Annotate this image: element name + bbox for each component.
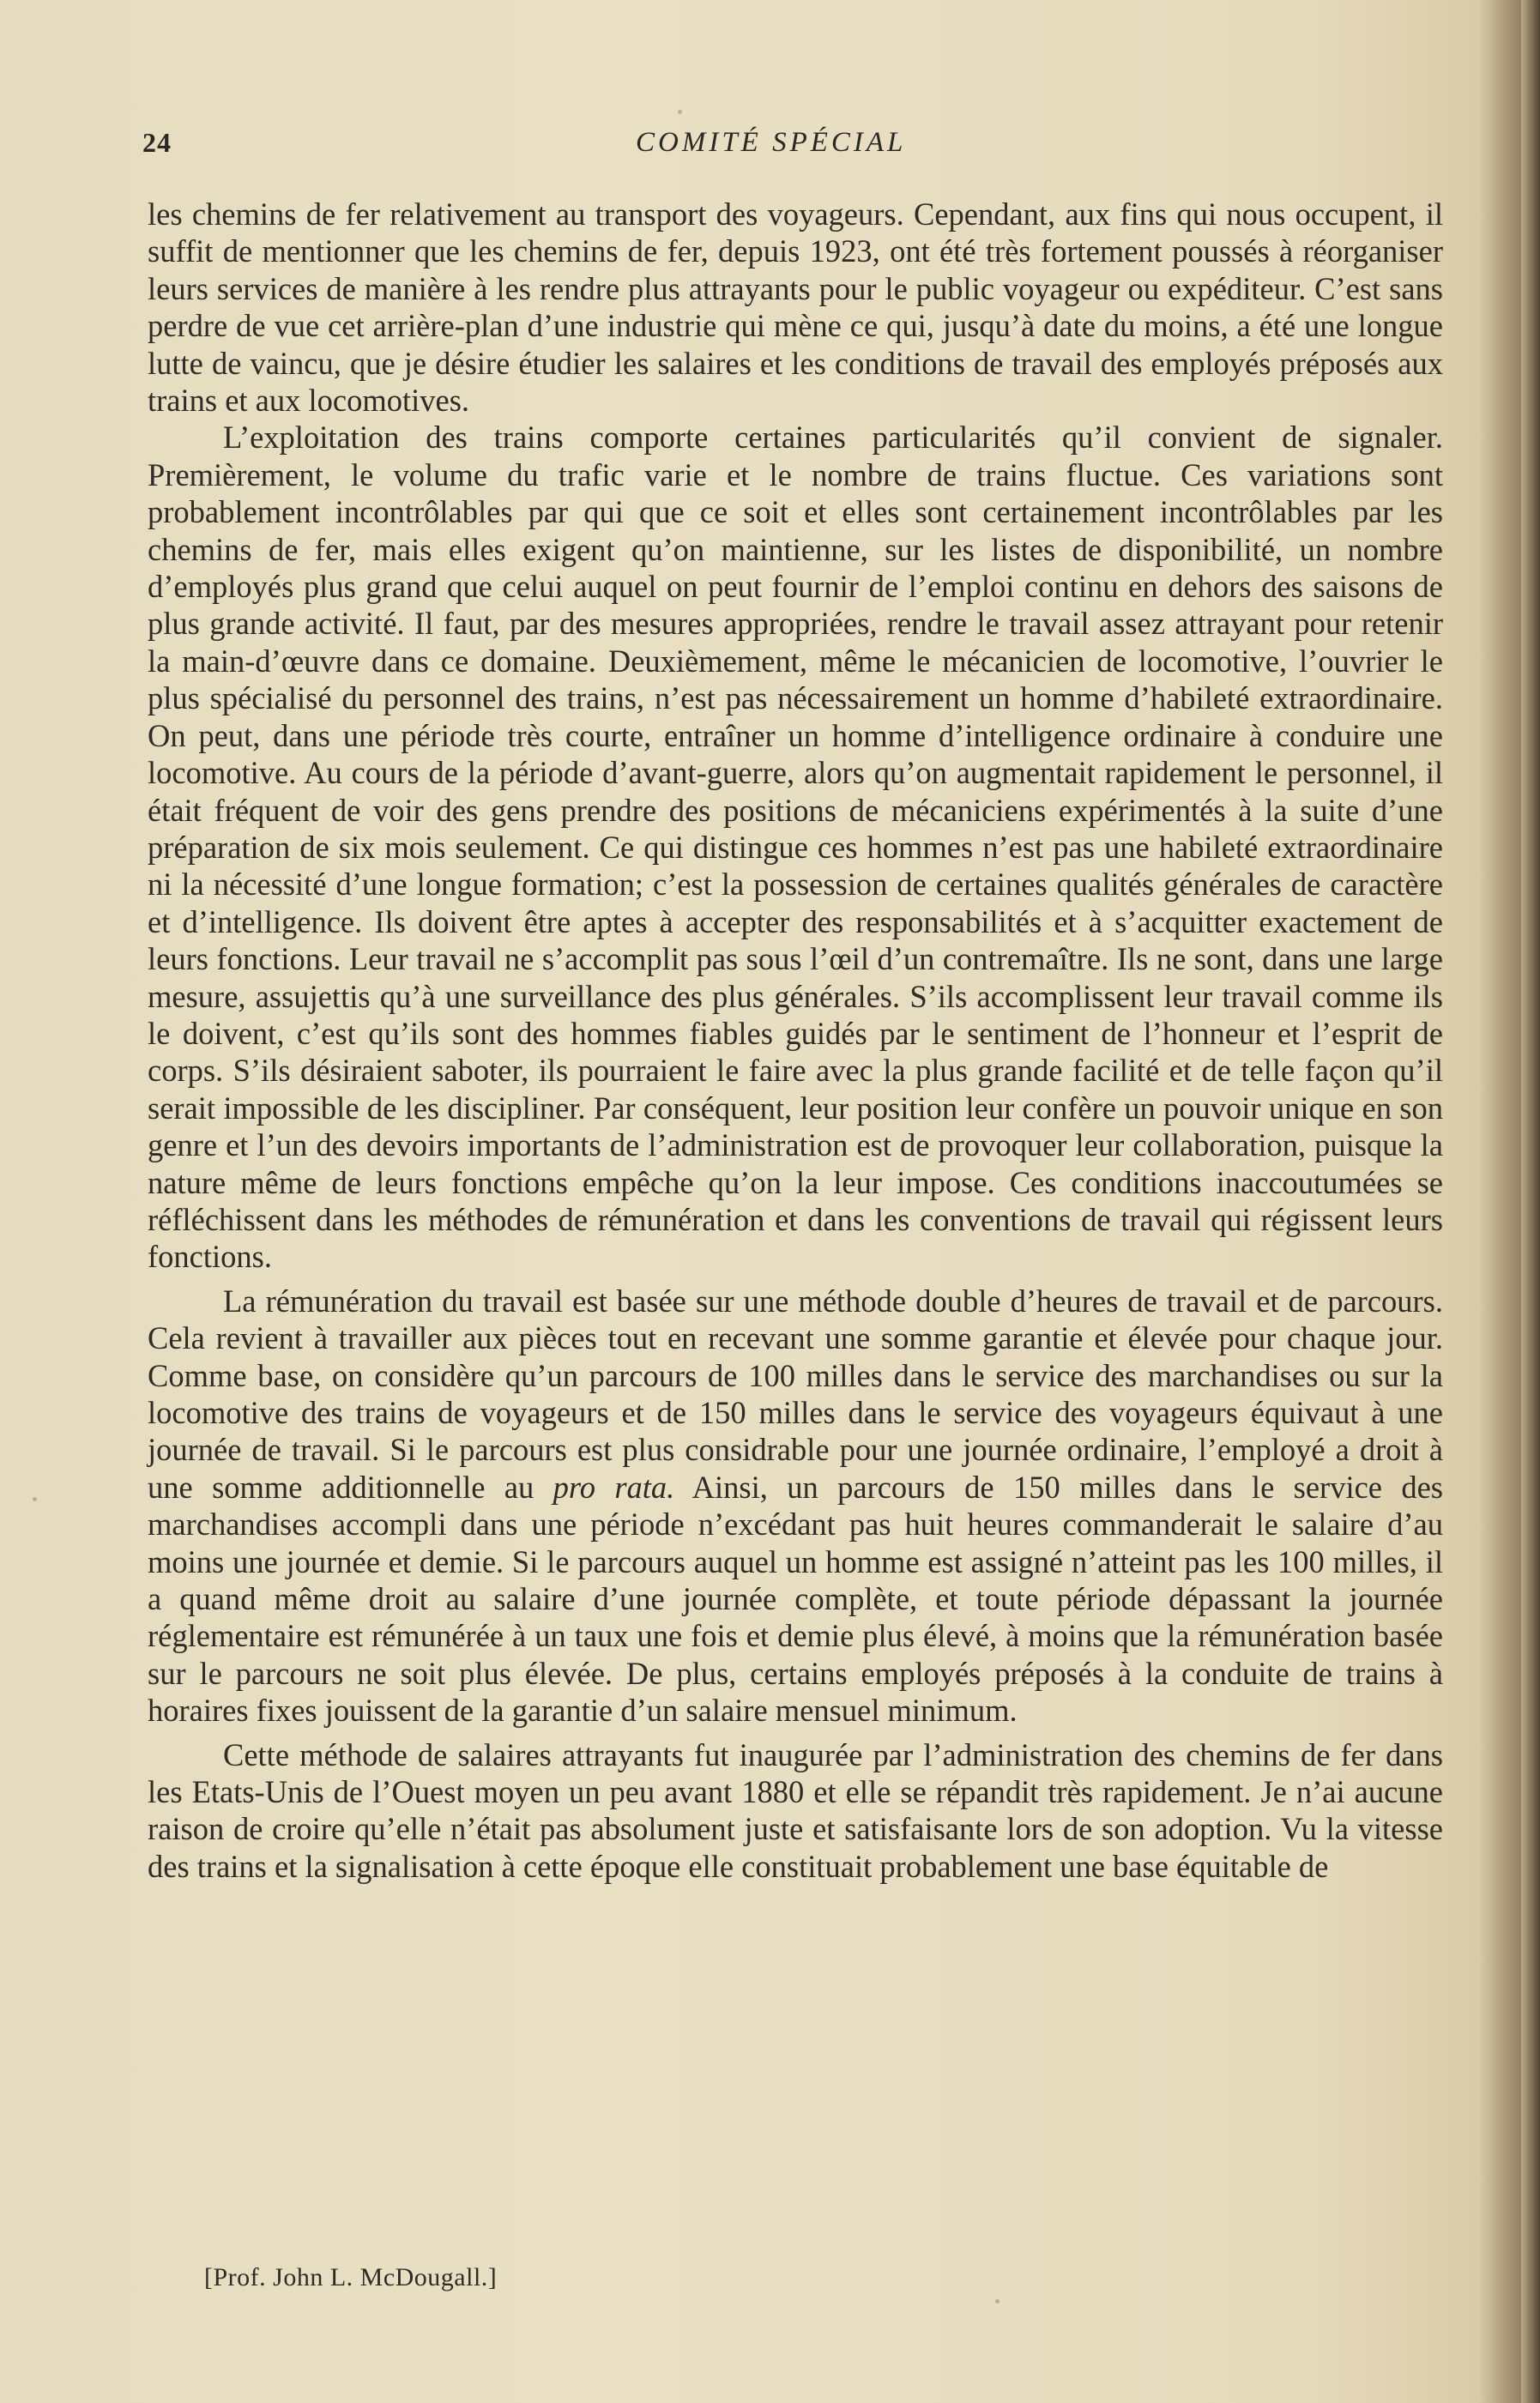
paper-speck [995,2299,999,2303]
page-header [142,127,1446,170]
paragraph-3-rest: Ainsi, un parcours de 150 milles dans le service des marchandises accompli dans une période n’excédant pas huit heures commanderait le salaire d’au moins une journée et demie. Si le parcours auquel un homme est assigné n’atteint pas les 100 milles, il a quand même droit au salaire d’une journée complète, et toute période dépassant la journée réglementaire est rémunérée à un taux une fois et demie plus élevé, à moins que la rémunération basée sur le parcours ne soit plus élevée. De plus, certains employés préposés à la conduite de trains à horaires fixes jouissent de la garantie d’un salaire mensuel minimum. [148,1469,1444,1729]
running-head: COMITÉ SPÉCIAL [636,127,907,158]
paper-speck [33,1497,37,1501]
page-spine-shadow [1521,0,1540,2403]
paragraph-1: les chemins de fer relativement au transport des voyageurs. Cependant, aux fins qui nous occupent, il suffit de mentionner que les chemins de fer, depuis 1923, ont été très fortement poussés à réorganiser leurs services de manière à les rendre plus attrayants pour le public voyageur ou expéditeur. C’est sans perdre de vue cet arrière-plan d’une industrie qui mène ce qui, jusqu’à date du moins, a été une longue lutte de vaincu, que je désire étudier les salaires et les conditions de travail des employés préposés aux trains et aux locomotives. [148,196,1443,419]
paragraph-3-text: La rémunération du travail est basée sur une méthode double d’heures de travail et de parcours. Cela revient à travailler aux pièces tout en recevant une somme garantie et élevée pour chaque jour. Comme base, on considère qu’un parcours de 100 milles dans le service des marchandises ou sur la locomotive des trains de voyageurs et de 150 milles dans le service des voyageurs équivaut à une journée de travail. Si le parcours est plus considrable pour une journée ordinaire, l’employé a droit à une somme additionnelle au [148,1283,1443,1505]
paragraph-2: L’exploitation des trains comporte certaines particularités qu’il convient de signaler. Premièrement, le volume du trafic varie et le nombre de trains fluctue. Ces variations sont probablement incontrôlables par qui que ce soit et elles sont certainement incontrôlables par les chemins de fer, mais elles exigent qu’on maintienne, sur les listes de disponibilité, un nombre d’employés plus grand que celui auquel on peut fournir de l’emploi continu en dehors des saisons de plus grande activité. Il faut, par des mesures appropriées, rendre le travail assez attrayant pour retenir la main-d’œuvre dans ce domaine. Deuxièmement, même le mécanicien de locomotive, l’ouvrier le plus spécialisé du personnel des trains, n’est pas nécessairement un homme d’habileté extraordinaire. On peut, dans une période très courte, entraîner un homme d’intelligence ordinaire à conduire une locomotive. Au cours de la période d’avant-guerre, alors qu’on augmentait rapidement le personnel, il était fréquent de voir des gens prendre des positions de mécaniciens expérimentés à la suite d’une préparation de six mois seulement. Ce qui distingue ces hommes n’est pas une habileté extraordinaire ni la nécessité d’une longue formation; c’est la possession de certaines qualités générales de caractère et d’intelligence. Ils doivent être aptes à accepter des responsabilités et à s’acquitter exactement de leurs fonctions. Leur travail ne s’accomplit pas sous l’œil d’un contremaître. Ils ne sont, dans une large mesure, assujettis qu’à une surveillance des plus générales. S’ils accomplissent leur travail comme ils le doivent, c’est qu’ils sont des hommes fiables guidés par le sentiment de l’honneur et l’esprit de corps. S’ils désiraient saboter, ils pourraient le faire avec la plus grande facilité et de telle façon qu’il serait impossible de les discipliner. Par conséquent, leur position leur confère un pouvoir unique en son genre et l’un des devoirs importants de l’administration est de provoquer leur collaboration, puisque la nature même de leurs fonctions empêche qu’on la leur impose. Ces conditions inaccoutumées se réfléchissent dans les méthodes de rémunération et dans les conventions de travail qui régissent leurs fonctions. [148,420,1443,1275]
paragraph-3-italic: pro rata. [553,1469,675,1505]
paragraph-3 [148,1283,1443,1730]
body-text [148,196,1443,1885]
paper-speck [678,110,682,114]
page-number: 24 [142,127,172,158]
footer-attribution: [Prof. John L. McDougall.] [204,2263,498,2291]
paragraph-4: Cette méthode de salaires attrayants fut inaugurée par l’administration des chemins de fer dans les Etats-Unis de l’Ouest moyen un peu avant 1880 et elle se répandit très rapidement. Je n’ai aucune raison de croire qu’elle n’était pas absolument juste et satisfaisante lors de son adoption. Vu la vitesse des trains et la signalisation à cette époque elle constituait probablement une base équitable de [148,1736,1443,1884]
